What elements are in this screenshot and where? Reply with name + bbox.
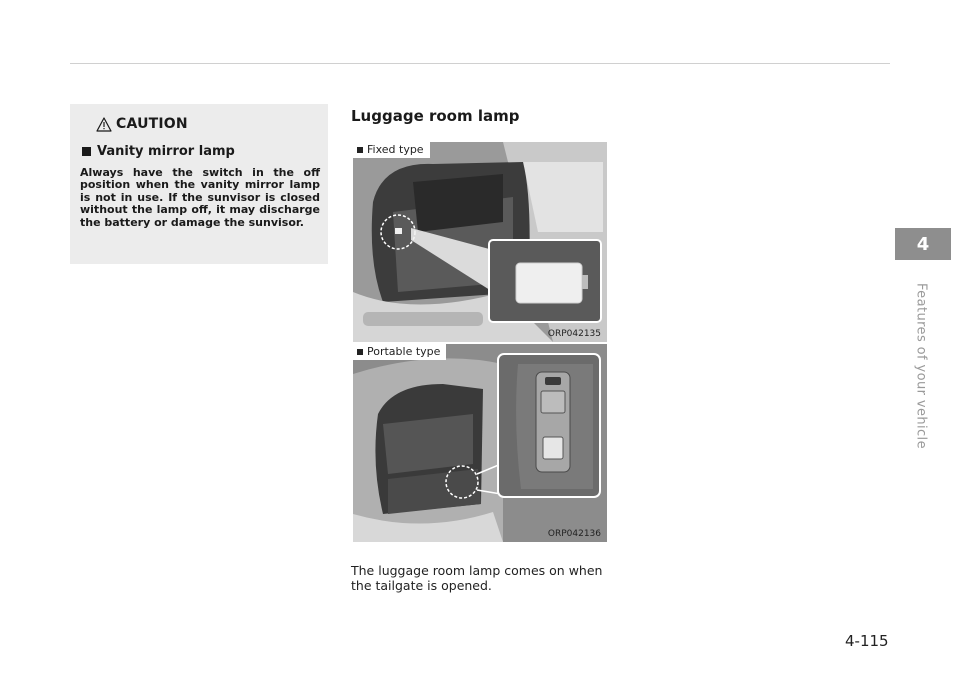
chapter-tab[interactable]	[895, 228, 951, 260]
page-number: 4-115	[845, 632, 889, 650]
header-rule	[70, 63, 890, 64]
caution-subheading	[82, 144, 320, 159]
chapter-number: 4	[916, 233, 930, 255]
figure-fixed-type	[353, 142, 607, 342]
square-bullet-icon	[357, 349, 363, 355]
section-title: Luggage room lamp	[351, 107, 520, 125]
caution-body: Always have the switch in the off position when the vanity mirror lamp is not in use. If the sunvisor is closed without the lamp off, it may discharge the battery or damage the sunvisor.	[80, 166, 320, 229]
figure-label-text: Fixed type	[367, 143, 424, 156]
luggage-room-fixed-illustration	[353, 142, 607, 342]
warning-triangle-icon	[96, 117, 112, 132]
figure-label	[353, 344, 446, 360]
caution-subheading-text: Vanity mirror lamp	[97, 144, 235, 159]
figure-portable-type	[353, 344, 607, 542]
section-body: The luggage room lamp comes on when the tailgate is opened.	[351, 563, 603, 593]
figure-label	[353, 142, 430, 158]
luggage-room-portable-illustration	[353, 344, 607, 542]
caution-title: CAUTION	[116, 116, 188, 132]
figure-label-text: Portable type	[367, 345, 441, 358]
square-bullet-icon	[357, 147, 363, 153]
figure-code: ORP042136	[547, 529, 601, 539]
chapter-name: Features of your vehicle	[913, 283, 929, 449]
caution-box	[70, 104, 328, 264]
caution-header	[96, 114, 320, 134]
square-bullet-icon	[82, 147, 91, 156]
figure-code: ORP042135	[547, 329, 601, 339]
